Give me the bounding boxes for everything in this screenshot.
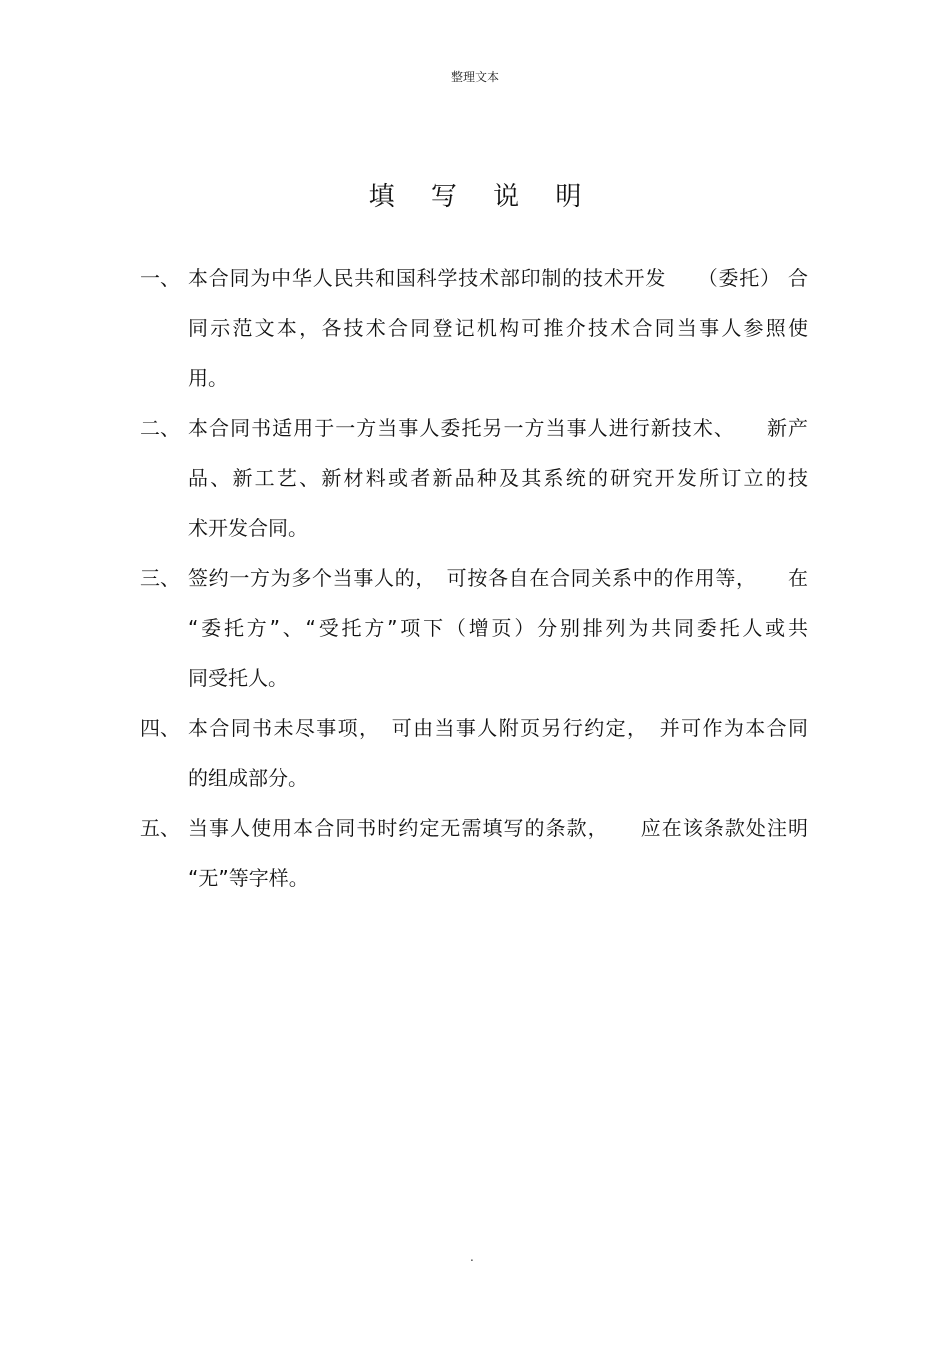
item-line: 本合同书未尽事项， 可由当事人附页另行约定， 并可作为本合同 <box>188 716 808 740</box>
item-number: 四、 <box>140 716 180 740</box>
item-text <box>188 553 808 703</box>
item-number: 三、 <box>140 566 180 590</box>
item-text <box>188 253 808 403</box>
item-line: 签约一方为多个当事人的， 可按各自在合同关系中的作用等， 在 <box>188 566 808 590</box>
item-text <box>188 703 808 803</box>
page-header: 整理文本 <box>450 70 499 84</box>
item-text <box>188 403 808 553</box>
item-line: 术开发合同。 <box>188 516 308 540</box>
item-line: 本合同书适用于一方当事人委托另一方当事人进行新技术、 新产 <box>188 416 808 440</box>
item-number: 五、 <box>140 816 180 840</box>
item-text <box>188 803 808 903</box>
item-line: 用。 <box>188 366 228 390</box>
footer-mark: . <box>470 1250 474 1264</box>
item-line: 同示范文本，各技术合同登记机构可推介技术合同当事人参照使 <box>188 316 808 340</box>
item-number: 二、 <box>140 416 180 440</box>
item-line: “无”等字样。 <box>188 866 309 890</box>
item-line: 本合同为中华人民共和国科学技术部印制的技术开发 （委托） 合 <box>188 266 808 290</box>
item-line: 同受托人。 <box>188 666 288 690</box>
item-line: 品、新工艺、新材料或者新品种及其系统的研究开发所订立的技 <box>188 466 808 490</box>
item-line: 的组成部分。 <box>188 766 308 790</box>
item-line: “委托方”、“受托方”项下（增页）分别排列为共同委托人或共 <box>188 616 808 640</box>
item-number: 一、 <box>140 266 180 290</box>
item-line: 当事人使用本合同书时约定无需填写的条款， 应在该条款处注明 <box>188 816 808 840</box>
page-title: 填 写 说 明 <box>368 182 596 212</box>
